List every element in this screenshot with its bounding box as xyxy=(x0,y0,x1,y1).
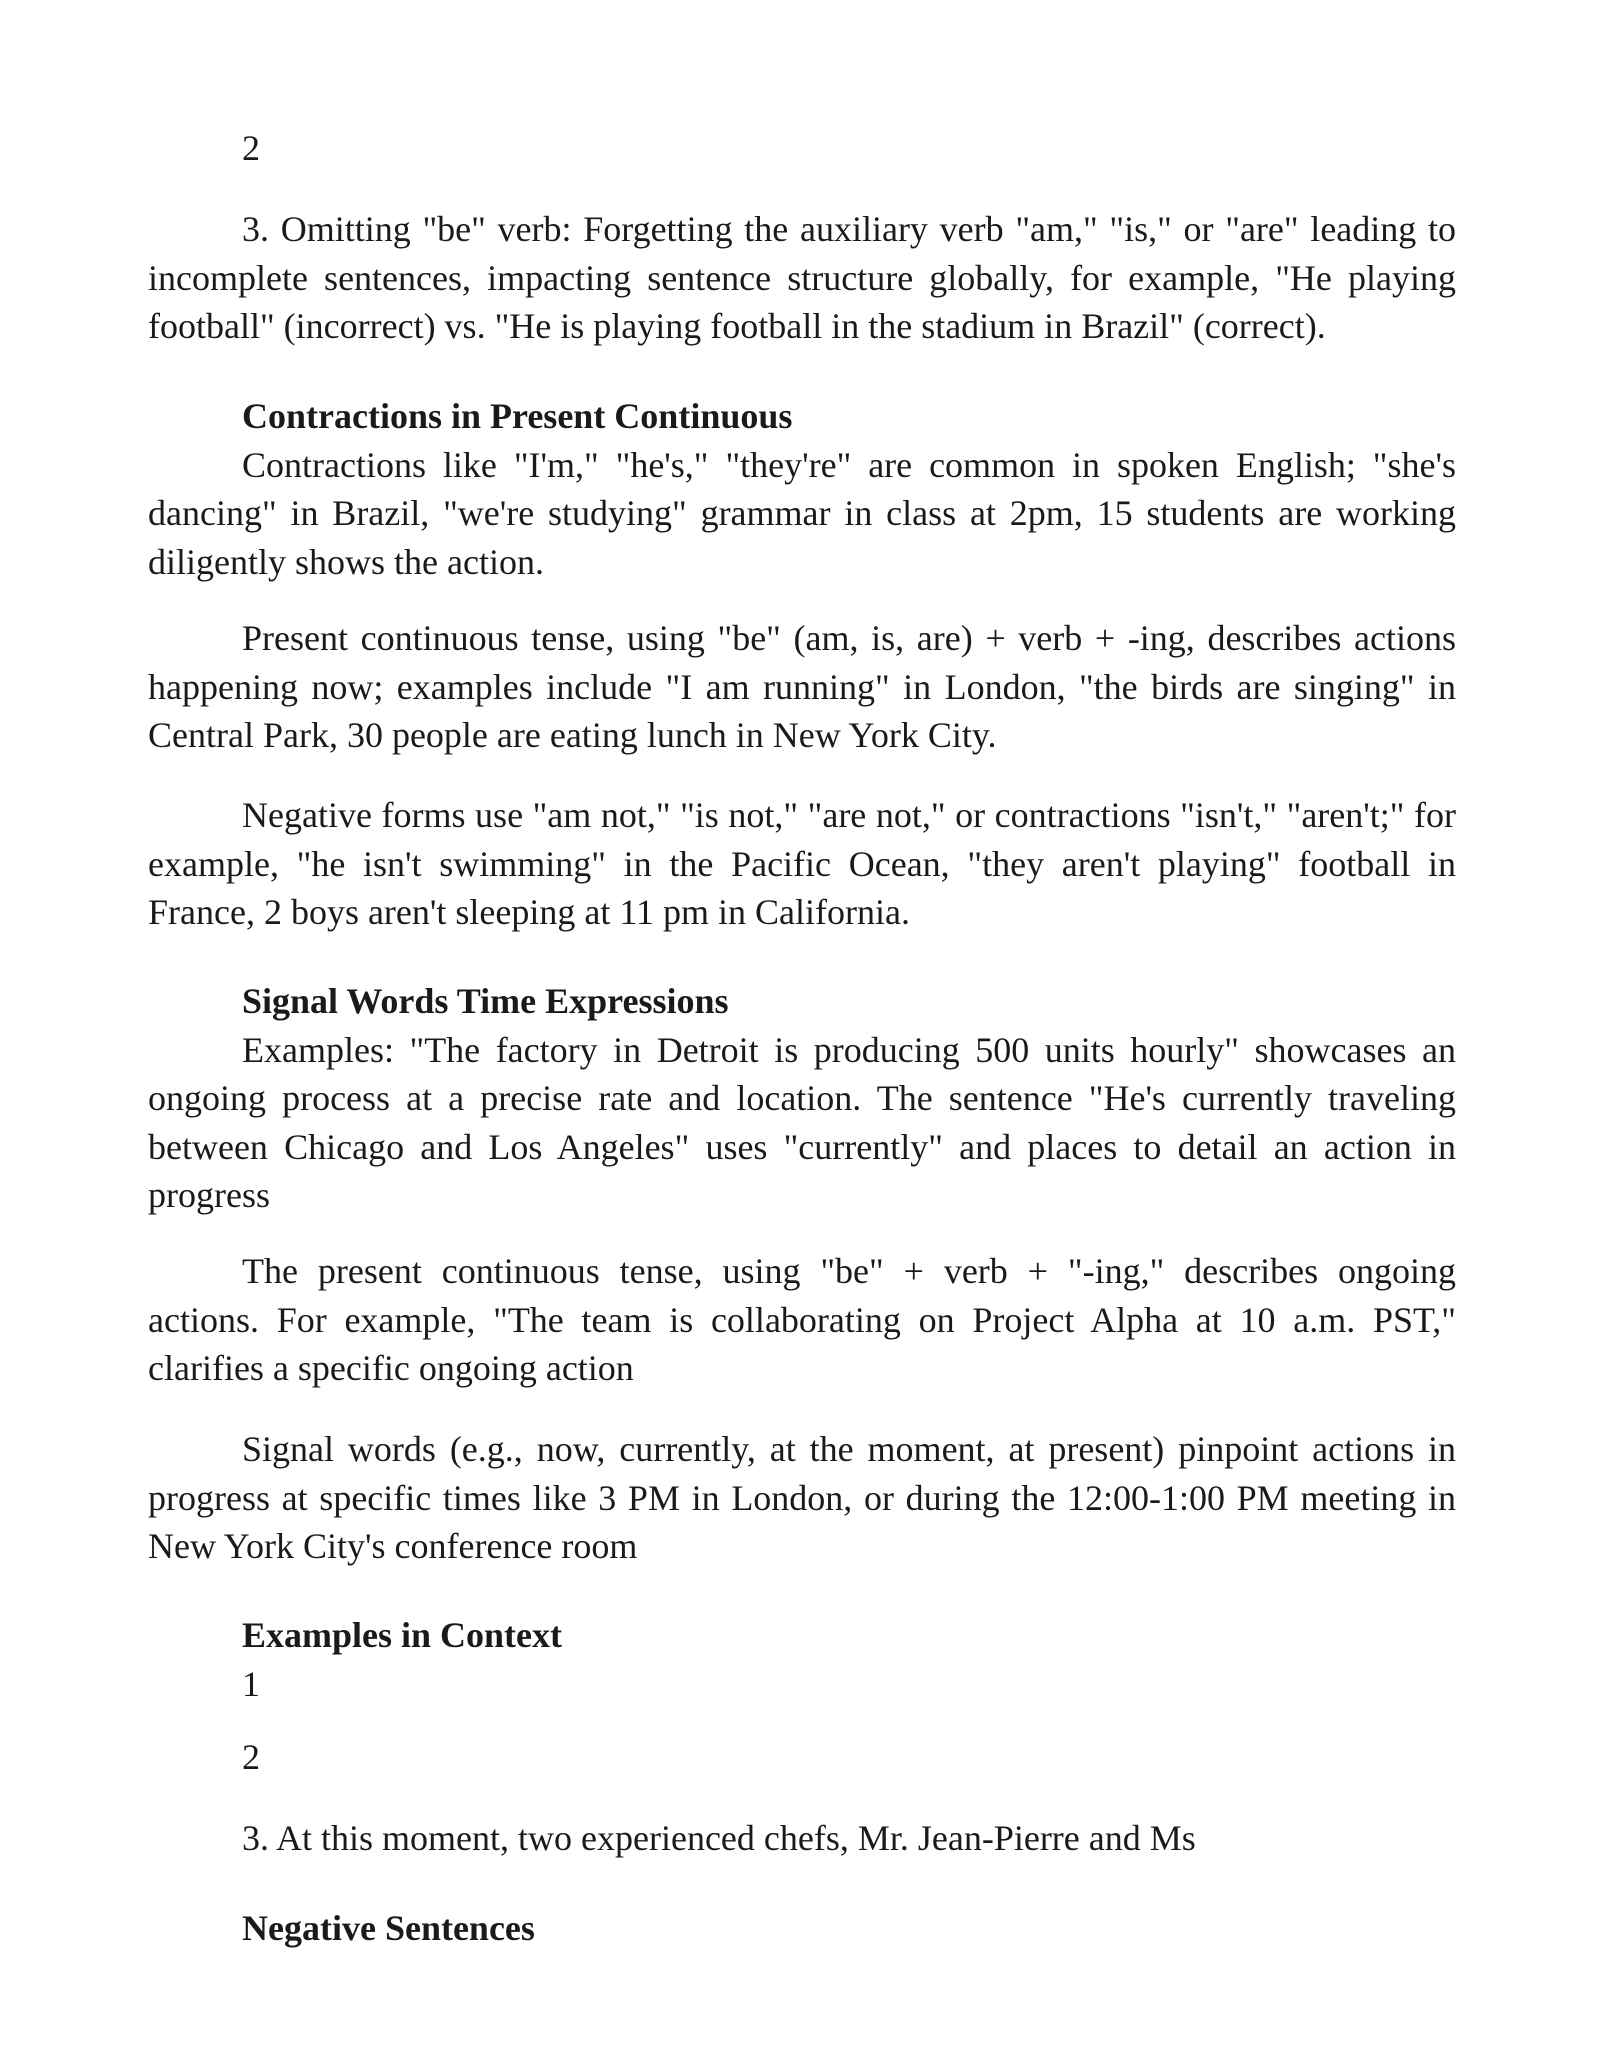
paragraph-negative-forms: Negative forms use "am not," "is not," "are not," or contractions "isn't," "aren't;" for example, "he isn't swimming" in the Pacific Ocean, "they aren't playing" football in France, 2 boys aren't sleeping at 11 pm in California. xyxy=(148,795,1456,932)
section-signal-words xyxy=(148,977,1456,1220)
heading-negative-sentences: Negative Sentences xyxy=(242,1908,535,1948)
document-page xyxy=(148,0,1456,2070)
paragraph-signal-words: Signal words (e.g., now, currently, at the moment, at present) pinpoint actions in progress at specific times like 3 PM in London, or during the 12:00-1:00 PM meeting in New York City's conference room xyxy=(148,1429,1456,1566)
paragraph-team-example: The present continuous tense, using "be" + verb + "-ing," describes ongoing actions. For example, "The team is collaborating on Project Alpha at 10 a.m. PST," clarifies a specific ongoing action xyxy=(148,1251,1456,1388)
list-item-2: 2 xyxy=(242,1737,260,1777)
section-contractions xyxy=(148,392,1456,586)
section-examples-in-context xyxy=(148,1611,1456,1708)
heading-examples-in-context: Examples in Context xyxy=(242,1615,563,1655)
paragraph-present-continuous: Present continuous tense, using "be" (am, is, are) + verb + -ing, describes actions happening now; examples include "I am running" in London, "the birds are singing" in Central Park, 30 people are eating lunch in New York City. xyxy=(148,618,1456,755)
heading-contractions: Contractions in Present Continuous xyxy=(242,396,793,436)
list-item-1: 1 xyxy=(242,1663,260,1704)
list-item-3: 3. At this moment, two experienced chefs, Mr. Jean-Pierre and Ms xyxy=(242,1818,1196,1858)
paragraph-omitting-be-verb: 3. Omitting "be" verb: Forgetting the auxiliary verb "am," "is," or "are" leading to incomplete sentences, impacting sentence structure globally, for example, "He playing football" (incorrect) vs. "He is playing football in the stadium in Brazil" (correct). xyxy=(148,209,1456,346)
paragraph-signal-examples: Examples: "The factory in Detroit is producing 500 units hourly" showcases an ongoing process at a precise rate and location. The sentence "He's currently traveling between Chicago and Los Angeles" uses "currently" and places to detail an action in progress xyxy=(148,1029,1456,1215)
heading-signal-words: Signal Words Time Expressions xyxy=(242,981,729,1021)
paragraph-contractions: Contractions like "I'm," "he's," "they're" are common in spoken English; "she's dancing" in Brazil, "we're studying" grammar in class at 2pm, 15 students are working diligently shows the action. xyxy=(148,444,1456,582)
list-number-2: 2 xyxy=(242,128,260,168)
